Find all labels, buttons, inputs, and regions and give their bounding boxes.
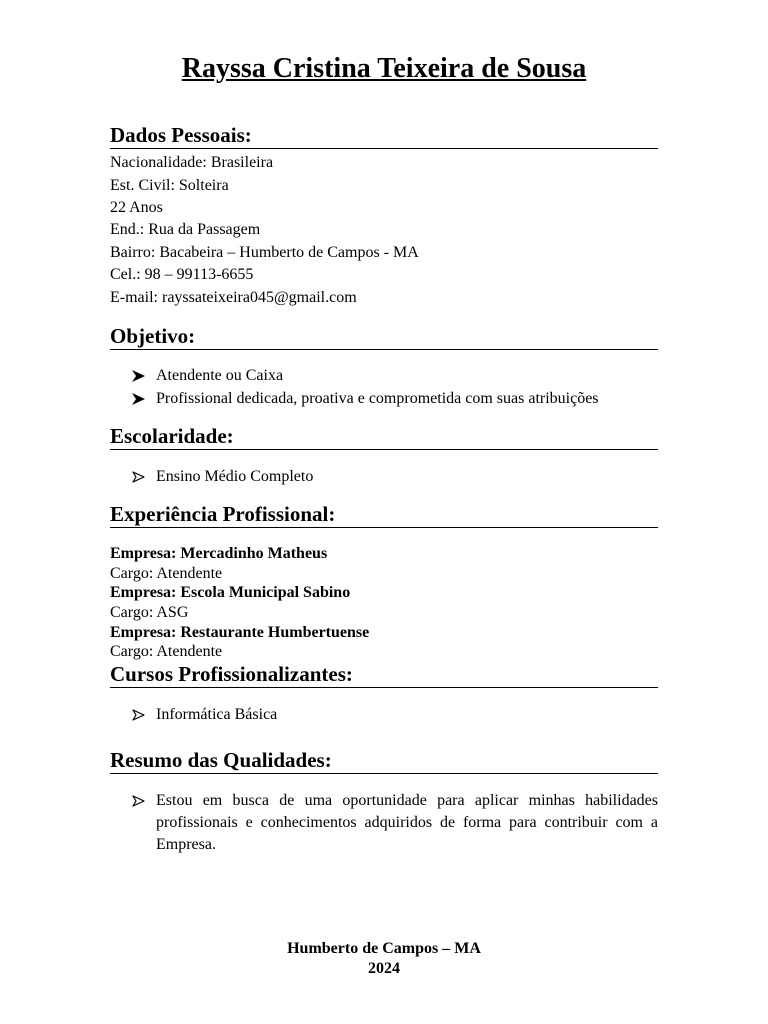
phone-line: Cel.: 98 – 99113-6655 (110, 266, 254, 283)
section-heading-cursos: Cursos Profissionalizantes: (110, 661, 658, 688)
job-role: Cargo: Atendente (110, 565, 223, 582)
age-line: 22 Anos (110, 199, 163, 216)
resume-name-title: Rayssa Cristina Teixeira de Sousa (181, 53, 587, 84)
escolaridade-item-text: Ensino Médio Completo (156, 468, 314, 485)
arrowhead-outline-icon (132, 704, 148, 726)
section-heading-objetivo: Objetivo: (110, 323, 658, 350)
address-line: End.: Rua da Passagem (110, 221, 261, 238)
arrowhead-filled-icon (132, 388, 148, 410)
section-heading-escolaridade: Escolaridade: (110, 423, 658, 450)
objetivo-item-text: Profissional dedicada, proativa e comprometida com suas atribuições (156, 390, 599, 407)
neighborhood-line: Bairro: Bacabeira – Humberto de Campos - MA (110, 244, 419, 261)
footer-year: 2024 (368, 960, 400, 977)
job-company: Empresa: Restaurante Humbertuense (110, 624, 370, 641)
arrowhead-outline-icon (132, 466, 148, 488)
footer-city: Humberto de Campos – MA (287, 940, 481, 957)
cursos-item-text: Informática Básica (156, 706, 278, 723)
job-role: Cargo: ASG (110, 604, 189, 621)
qualidades-item-text: Estou em busca de uma oportunidade para aplicar minhas habilidades profissionais e conhecimentos adquiridos de forma para contribuir com a Empresa. (156, 792, 658, 853)
email-line: E-mail: rayssateixeira045@gmail.com (110, 289, 357, 306)
objetivo-item-text: Atendente ou Caixa (156, 367, 284, 384)
arrowhead-filled-icon (132, 365, 148, 387)
resume-page (110, 0, 658, 1024)
job-company: Empresa: Escola Municipal Sabino (110, 584, 351, 601)
section-heading-dados-pessoais: Dados Pessoais: (110, 122, 658, 149)
civil-status-line: Est. Civil: Solteira (110, 177, 229, 194)
section-heading-qualidades: Resumo das Qualidades: (110, 747, 658, 774)
job-company: Empresa: Mercadinho Matheus (110, 545, 328, 562)
job-role: Cargo: Atendente (110, 643, 223, 660)
arrowhead-outline-icon (132, 790, 148, 812)
section-heading-experiencia: Experiência Profissional: (110, 501, 658, 528)
nationality-line: Nacionalidade: Brasileira (110, 154, 274, 171)
